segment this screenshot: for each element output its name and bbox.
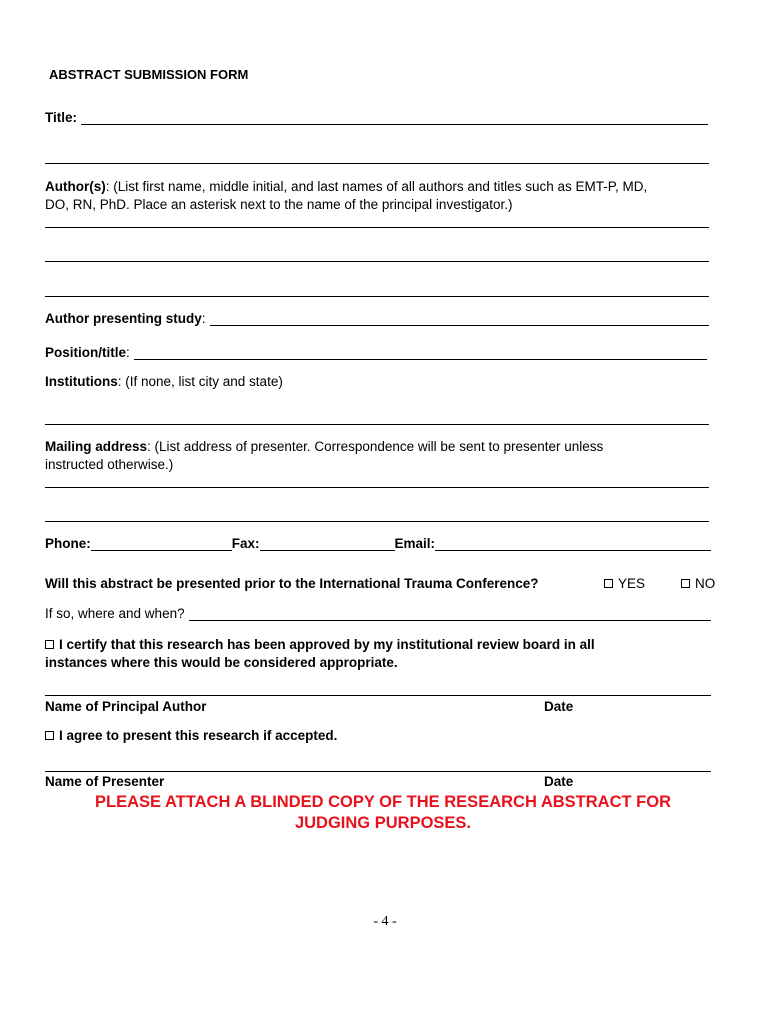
phone-input-line[interactable] [91,536,232,551]
presenting-input-line[interactable] [210,311,709,326]
where-input-line[interactable] [189,606,711,621]
position-colon: : [126,345,130,360]
contact-row [45,536,711,551]
no-checkbox[interactable] [681,579,690,588]
principal-author-date-label: Date [544,699,574,714]
presenter-label: Name of Presenter [45,774,165,789]
title-field-row [45,110,708,125]
title-label: Title: [45,110,78,125]
fax-input-line[interactable] [260,536,395,551]
certify-checkbox[interactable] [45,640,54,649]
position-field-row [45,345,707,360]
authors-label: Author(s) [45,179,106,194]
mailing-input-line-2[interactable] [45,521,709,522]
email-input-line[interactable] [435,536,711,551]
where-field-row [45,606,711,621]
position-input-line[interactable] [134,345,707,360]
yes-checkbox[interactable] [604,579,613,588]
mailing-instructions-line2: instructed otherwise.) [45,457,174,472]
no-option[interactable] [681,576,715,591]
presenting-field-row [45,311,709,326]
certify-line2: instances where this would be considered appropriate. [45,655,398,670]
certify-statement [45,636,595,672]
institutions-instructions-text: : (If none, list city and state) [117,374,283,389]
presenting-colon: : [201,311,206,326]
attachment-notice [45,792,721,834]
no-label: NO [695,576,716,591]
presenting-label: Author presenting study [45,311,202,326]
email-label: Email: [394,536,436,551]
fax-label: Fax: [231,536,260,551]
authors-input-line-2[interactable] [45,261,709,262]
form-title: ABSTRACT SUBMISSION FORM [49,67,249,82]
agree-checkbox[interactable] [45,731,54,740]
notice-line1: PLEASE ATTACH A BLINDED COPY OF THE RESEARCH ABSTRACT FOR [95,793,671,811]
authors-instructions [45,178,647,214]
authors-instructions-line2: DO, RN, PhD. Place an asterisk next to the name of the principal investigator.) [45,197,513,212]
certify-line1: I certify that this research has been approved by my institutional review board in all [59,637,595,652]
where-label: If so, where and when? [45,606,185,621]
phone-label: Phone: [45,536,91,551]
title-input-line[interactable] [81,110,708,125]
agree-label: I agree to present this research if accepted. [59,728,338,743]
institutions-label: Institutions [45,374,118,389]
presenter-date-label: Date [544,774,574,789]
agree-statement [45,728,337,743]
page-number: - 4 - [373,914,397,929]
authors-input-line-1[interactable] [45,227,709,228]
yes-label: YES [618,576,646,591]
authors-instructions-line1: : (List first name, middle initial, and last names of all authors and titles such as EMT-P, MD, [105,179,648,194]
position-label: Position/title [45,345,126,360]
mailing-input-line-1[interactable] [45,487,709,488]
presenter-signature-line[interactable] [45,771,711,772]
authors-input-line-3[interactable] [45,296,709,297]
yes-option[interactable] [604,576,645,591]
institutions-instructions [45,374,283,389]
notice-line2: JUDGING PURPOSES. [294,814,472,832]
principal-author-label: Name of Principal Author [45,699,207,714]
principal-author-signature-line[interactable] [45,695,711,696]
title-input-line-2[interactable] [45,163,709,164]
institutions-input-line[interactable] [45,424,709,425]
mailing-label: Mailing address [45,439,148,454]
mailing-instructions [45,438,603,474]
prior-question: Will this abstract be presented prior to the International Trauma Conference? [45,576,539,591]
mailing-instructions-line1: : (List address of presenter. Correspondence will be sent to presenter unless [147,439,604,454]
